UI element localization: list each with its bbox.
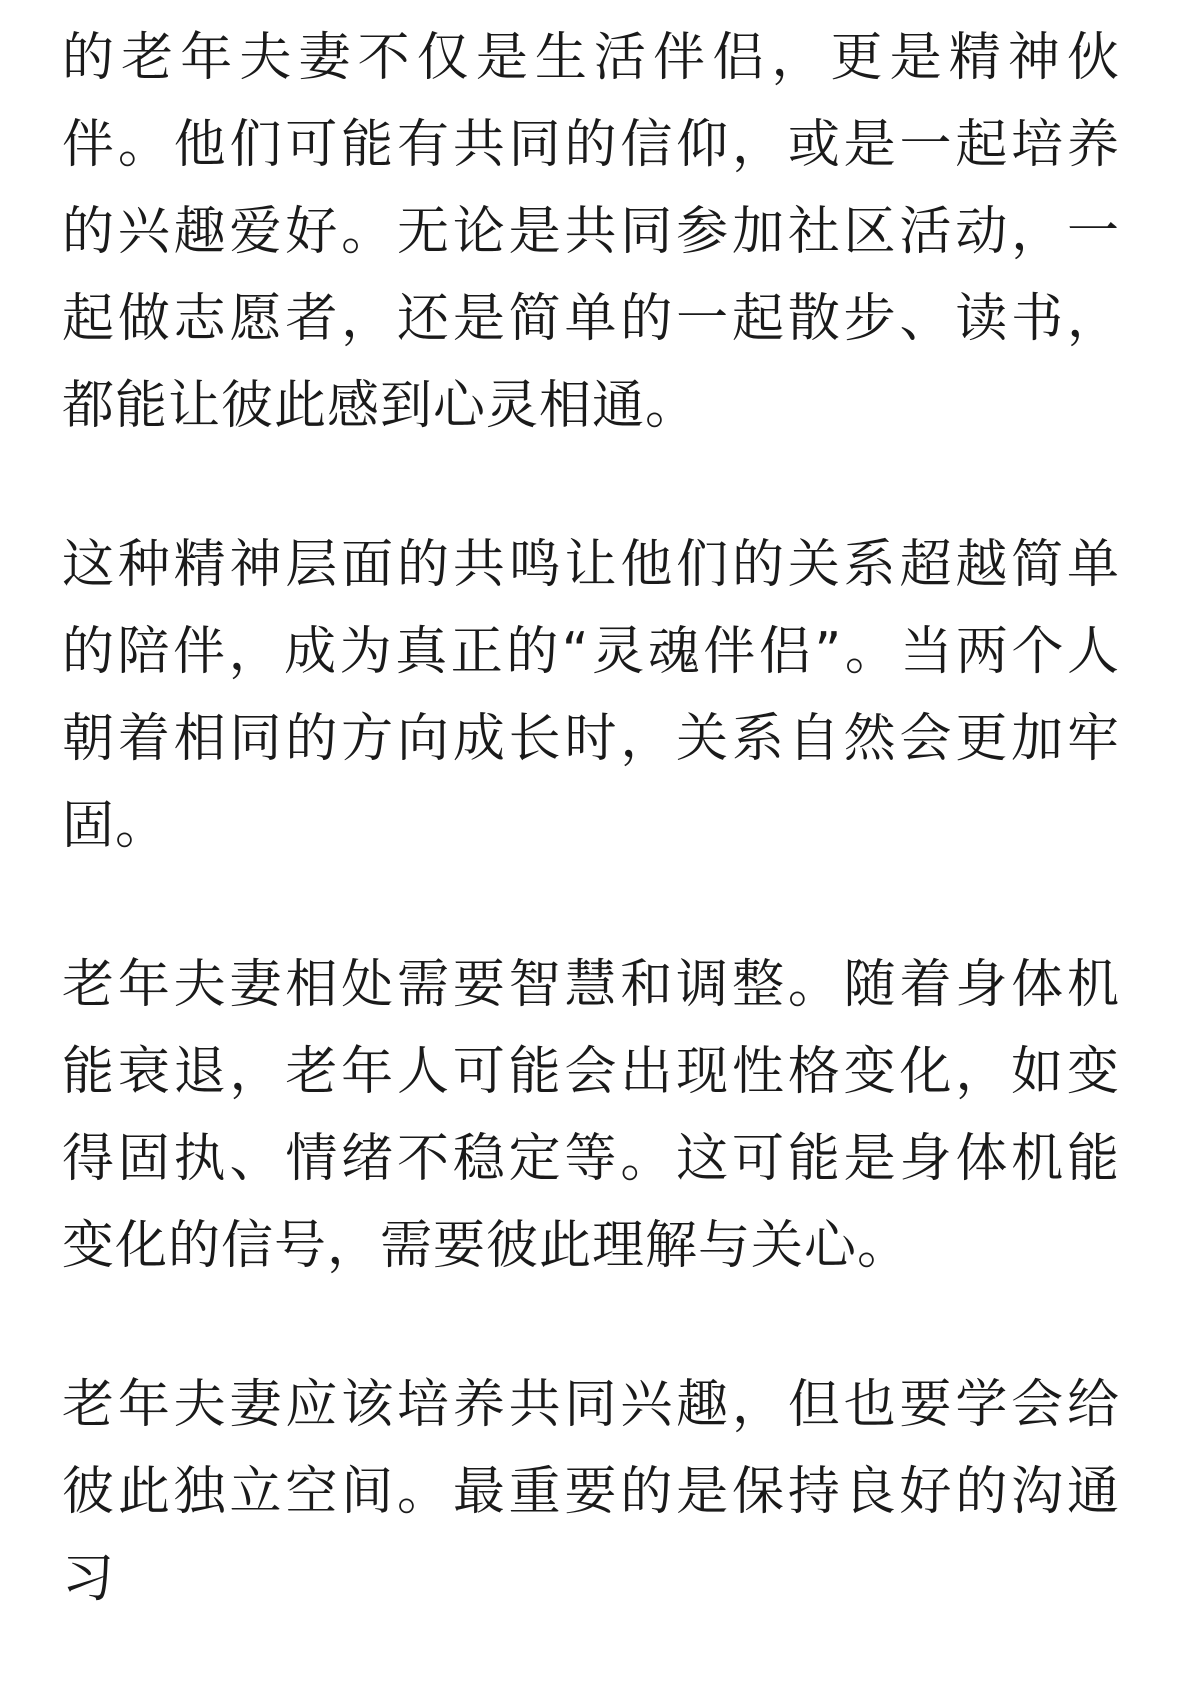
paragraph-4: 老年夫妻应该培养共同兴趣，但也要学会给彼此独立空间。最重要的是保持良好的沟通习 bbox=[62, 1375, 1120, 1609]
article-body bbox=[62, 15, 1120, 1695]
paragraph-1: 的老年夫妻不仅是生活伴侣，更是精神伙伴。他们可能有共同的信仰，或是一起培养的兴趣爱好。无论是共同参加社区活动，一起做志愿者，还是简单的一起散步、读书，都能让彼此感到心灵相通。 bbox=[62, 28, 1120, 436]
paragraph-3: 老年夫妻相处需要智慧和调整。随着身体机能衰退，老年人可能会出现性格变化，如变得固执、情绪不稳定等。这可能是身体机能变化的信号，需要彼此理解与关心。 bbox=[62, 955, 1120, 1276]
paragraph-2: 这种精神层面的共鸣让他们的关系超越简单的陪伴，成为真正的“灵魂伴侣”。当两个人朝着相同的方向成长时，关系自然会更加牢固。 bbox=[62, 535, 1120, 856]
